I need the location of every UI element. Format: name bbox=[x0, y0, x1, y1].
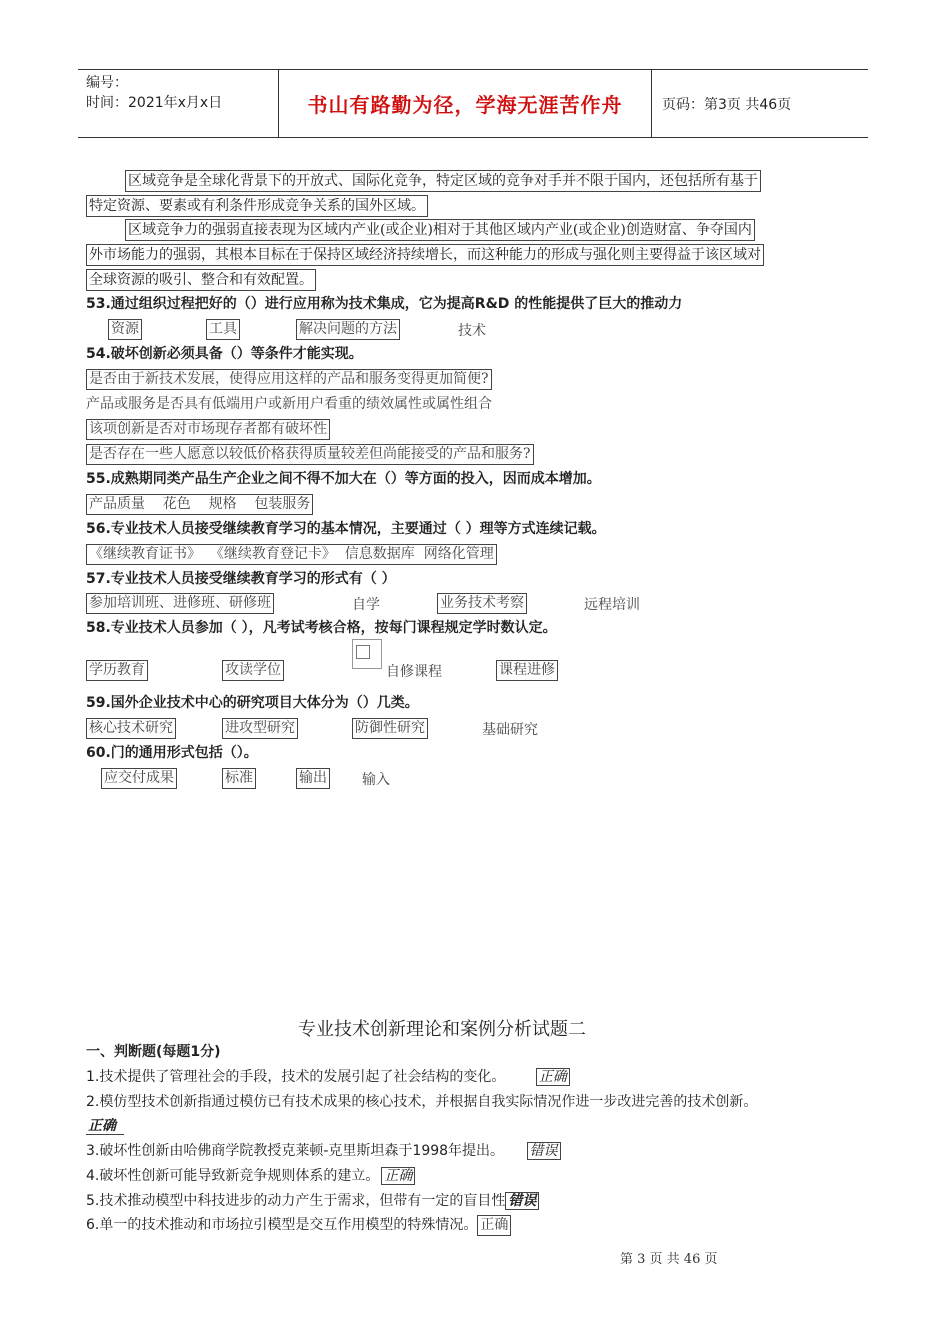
option: 核心技术研究 bbox=[86, 718, 176, 739]
question-53: 53.通过组织过程把好的（）进行应用称为技术集成，它为提高R&D 的性能提供了巨大的推动力 bbox=[86, 296, 683, 312]
tf-text: 3.破坏性创新由哈佛商学院教授克莱顿-克里斯坦森于1998年提出。 bbox=[86, 1143, 505, 1159]
passage-line: 外市场能力的强弱，其根本目标在于保持区域经济持续增长，而这种能力的形成与强化则主要得益于该区域对 bbox=[86, 244, 764, 266]
motto: 书山有路勤为径，学海无涯苦作舟 bbox=[307, 93, 623, 117]
question-55: 55.成熟期同类产品生产企业之间不得不加大在（）等方面的投入，因而成本增加。 bbox=[86, 471, 601, 487]
option: 课程进修 bbox=[496, 660, 558, 681]
question-58: 58.专业技术人员参加（ ），凡考试考核合格，按每门课程规定学时数认定。 bbox=[86, 620, 557, 636]
option: 技术 bbox=[458, 323, 486, 339]
header-motto-cell bbox=[279, 70, 652, 137]
tf-answer: 正确 bbox=[536, 1068, 570, 1086]
option: 解决问题的方法 bbox=[296, 319, 400, 340]
passage-line: 特定资源、要素或有利条件形成竞争关系的国外区域。 bbox=[86, 195, 428, 217]
tf-text: 1.技术提供了管理社会的手段，技术的发展引起了社会结构的变化。 bbox=[86, 1069, 506, 1085]
option: 输入 bbox=[362, 772, 390, 788]
tf-item bbox=[86, 1215, 511, 1236]
question-60: 60.门的通用形式包括（）。 bbox=[86, 745, 258, 761]
passage-line: 区域竞争力的强弱直接表现为区域内产业(或企业)相对于其他区域内产业(或企业)创造财富、争夺国内 bbox=[125, 219, 755, 241]
section-title: 专业技术创新理论和案例分析试题二 bbox=[298, 1019, 586, 1040]
page-info: 页码：第3页 共46页 bbox=[662, 96, 792, 113]
option: 进攻型研究 bbox=[222, 718, 298, 739]
tf-item bbox=[86, 1116, 124, 1136]
option: 防御性研究 bbox=[352, 718, 428, 739]
option: 业务技术考察 bbox=[437, 593, 527, 614]
tf-answer: 正确 bbox=[86, 1118, 124, 1135]
tf-answer: 正确 bbox=[477, 1215, 511, 1236]
tf-item bbox=[86, 1191, 539, 1211]
option: 是否由于新技术发展，使得应用这样的产品和服务变得更加简便? bbox=[86, 369, 492, 390]
page-header bbox=[78, 69, 868, 138]
section-subtitle: 一、判断题(每题1分) bbox=[86, 1044, 221, 1060]
tf-text: 4.破坏性创新可能导致新竞争规则体系的建立。 bbox=[86, 1168, 380, 1184]
question-56: 56.专业技术人员接受继续教育学习的基本情况，主要通过（ ）理等方式连续记载。 bbox=[86, 521, 606, 537]
option: 工具 bbox=[206, 319, 240, 340]
time-label: 时间：2021年x月x日 bbox=[86, 95, 223, 111]
tf-item bbox=[86, 1092, 757, 1112]
option: 是否存在一些人愿意以较低价格获得质量较差但尚能接受的产品和服务? bbox=[86, 444, 534, 465]
question-59: 59.国外企业技术中心的研究项目大体分为（）几类。 bbox=[86, 695, 419, 711]
page-footer: 第 3 页 共 46 页 bbox=[620, 1252, 718, 1267]
option: 产品质量 花色 规格 包装服务 bbox=[86, 494, 313, 515]
option: 学历教育 bbox=[86, 660, 148, 681]
tf-item bbox=[86, 1166, 415, 1186]
question-54: 54.破坏创新必须具备（）等条件才能实现。 bbox=[86, 346, 363, 362]
header-meta-cell bbox=[78, 70, 279, 137]
option: 该项创新是否对市场现存者都有破坏性 bbox=[86, 419, 330, 440]
option: 攻读学位 bbox=[222, 660, 284, 681]
passage-line: 区域竞争是全球化背景下的开放式、国际化竞争，特定区域的竞争对手并不限于国内，还包括所有基于 bbox=[125, 170, 761, 192]
option: 远程培训 bbox=[584, 597, 640, 613]
tf-answer: 错误 bbox=[505, 1192, 539, 1210]
option: 《继续教育证书》 《继续教育登记卡》 信息数据库 网络化管理 bbox=[86, 544, 497, 565]
option: 标准 bbox=[222, 768, 256, 789]
passage-line: 全球资源的吸引、整合和有效配置。 bbox=[86, 269, 316, 291]
option: 产品或服务是否具有低端用户或新用户看重的绩效属性或属性组合 bbox=[86, 396, 492, 412]
tf-item bbox=[86, 1067, 570, 1087]
option: 基础研究 bbox=[482, 722, 538, 738]
option: 参加培训班、进修班、研修班 bbox=[86, 593, 274, 614]
tf-text: 6.单一的技术推动和市场拉引模型是交互作用模型的特殊情况。 bbox=[86, 1217, 478, 1233]
tf-text: 5.技术推动模型中科技进步的动力产生于需求，但带有一定的盲目性 bbox=[86, 1193, 506, 1209]
tf-answer: 错误 bbox=[527, 1142, 561, 1160]
tf-answer: 正确 bbox=[381, 1167, 415, 1185]
option: 自修课程 bbox=[386, 664, 442, 680]
number-label: 编号： bbox=[86, 75, 128, 91]
option: 自学 bbox=[352, 597, 380, 613]
checkbox[interactable] bbox=[352, 639, 382, 669]
tf-item bbox=[86, 1141, 561, 1161]
option: 输出 bbox=[296, 768, 330, 789]
checkbox-inner bbox=[356, 645, 370, 659]
tf-text: 2.模仿型技术创新指通过模仿已有技术成果的核心技术，并根据自我实际情况作进一步改进完善的技术创新。 bbox=[86, 1094, 758, 1110]
option: 应交付成果 bbox=[101, 768, 177, 789]
question-57: 57.专业技术人员接受继续教育学习的形式有（ ） bbox=[86, 571, 396, 587]
option: 资源 bbox=[108, 319, 142, 340]
header-page-cell bbox=[652, 70, 868, 137]
